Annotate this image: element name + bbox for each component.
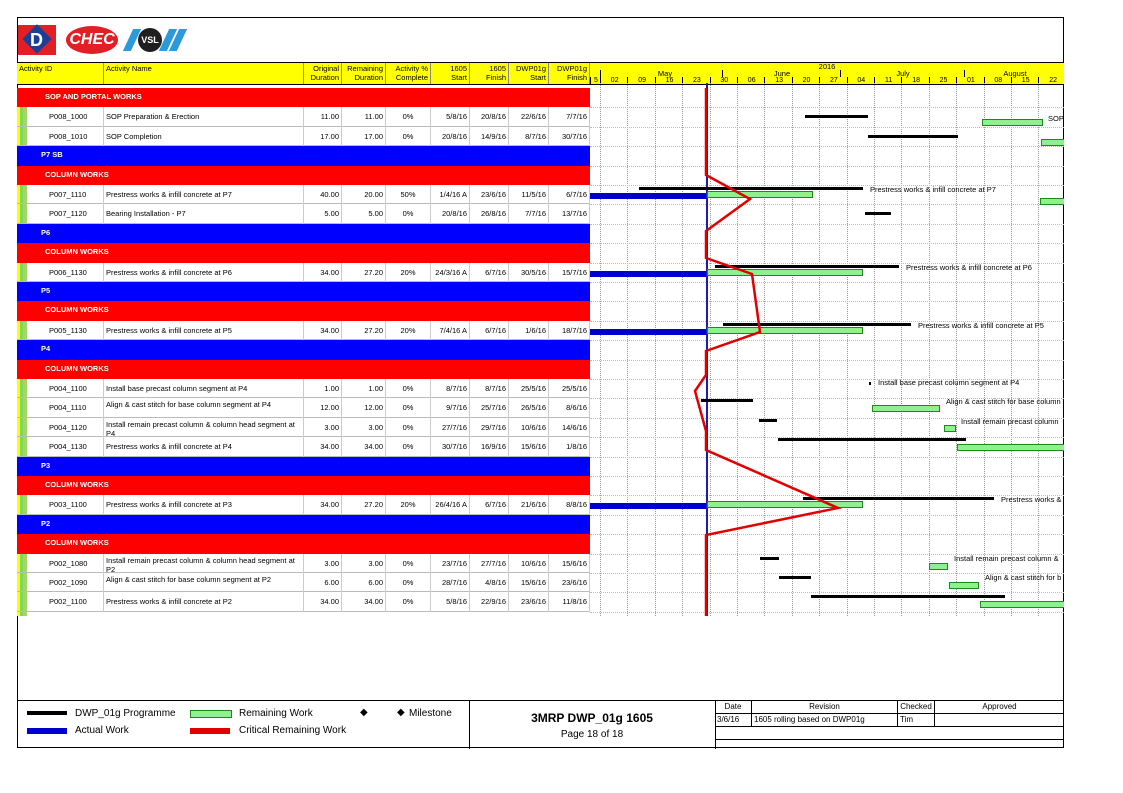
activity-id-cell: P008_1000	[17, 107, 104, 126]
pct-complete-cell: 20%	[386, 495, 431, 514]
dwp-start-cell: 25/5/16	[509, 379, 549, 398]
activity-name-cell: Prestress works & infill concrete at P3	[104, 495, 304, 514]
dwp-finish-cell: 18/7/16	[549, 321, 590, 340]
gantt-bar-label: Prestress works & infill concrete at P5	[918, 320, 1044, 330]
pct-complete-cell: 0%	[386, 437, 431, 456]
rev-header-date: Date	[715, 701, 752, 714]
activity-name-cell: Prestress works & infill concrete at P4	[104, 437, 304, 456]
wbs-band-blue[interactable]	[17, 224, 590, 243]
rem-duration-cell: 3.00	[342, 418, 386, 437]
title-block	[469, 700, 716, 749]
start-1605-cell: 26/4/16 A	[431, 495, 470, 514]
timeline-week: 09	[627, 77, 655, 84]
dwp-start-cell: 10/6/16	[509, 418, 549, 437]
dwp-start-cell: 10/6/16	[509, 554, 549, 573]
legend-actual-swatch	[27, 728, 67, 734]
orig-duration-cell: 5.00	[304, 204, 342, 223]
activity-name-cell: Install remain precast column & column head segment at P2	[104, 554, 304, 573]
finish-1605-cell: 29/7/16	[470, 418, 509, 437]
gantt-bar-label: Prestress works & infill concrete at P7	[870, 185, 996, 194]
timeline-week: 25	[929, 77, 957, 84]
timeline-month: May	[600, 70, 729, 77]
timeline-header	[590, 62, 1064, 85]
wbs-band-red[interactable]	[17, 476, 590, 495]
wbs-band-label: P5	[41, 286, 51, 295]
col-activity-name[interactable]: Activity Name	[104, 63, 304, 84]
finish-1605-cell: 25/7/16	[470, 398, 509, 417]
finish-1605-cell: 22/9/16	[470, 592, 509, 611]
legend-milestone-icon: ◆	[360, 707, 368, 718]
vsl-logo: VSL	[128, 28, 182, 52]
dwp-start-cell: 7/7/16	[509, 204, 549, 223]
rem-duration-cell: 6.00	[342, 573, 386, 592]
activity-name-cell: Prestress works & infill concrete at P6	[104, 263, 304, 282]
start-1605-cell: 7/4/16 A	[431, 321, 470, 340]
rev-date: 3/6/16	[715, 714, 752, 727]
d-logo: D	[18, 25, 56, 55]
start-1605-cell: 28/7/16	[431, 573, 470, 592]
col-pct-complete[interactable]: Activity % Complete	[386, 63, 431, 84]
start-1605-cell: 5/8/16	[431, 107, 470, 126]
dwp-finish-cell: 30/7/16	[549, 127, 590, 146]
dwp-start-cell: 26/5/16	[509, 398, 549, 417]
activity-row[interactable]	[17, 437, 590, 456]
timeline-week: 16	[655, 77, 683, 84]
activity-row[interactable]	[17, 495, 590, 514]
dwp-finish-cell: 7/7/16	[549, 107, 590, 126]
wbs-band-blue[interactable]	[17, 457, 590, 476]
orig-duration-cell: 34.00	[304, 321, 342, 340]
timeline-month: August	[964, 70, 1064, 77]
pct-complete-cell: 0%	[386, 398, 431, 417]
activity-name-cell: SOP Preparation & Erection	[104, 107, 304, 126]
rem-duration-cell: 3.00	[342, 554, 386, 573]
activity-id-cell: P004_1110	[17, 398, 104, 417]
pct-complete-cell: 0%	[386, 418, 431, 437]
activity-id-cell: P005_1130	[17, 321, 104, 340]
wbs-band-red[interactable]	[17, 88, 590, 107]
activity-row[interactable]	[17, 418, 590, 437]
wbs-band-label: P6	[41, 227, 51, 237]
orig-duration-cell: 3.00	[304, 554, 342, 573]
dwp-start-cell: 30/5/16	[509, 263, 549, 282]
activity-name-cell: Prestress works & infill concrete at P5	[104, 321, 304, 340]
timeline-month: July	[840, 70, 965, 77]
rem-duration-cell: 27.20	[342, 321, 386, 340]
rem-duration-cell: 27.20	[342, 263, 386, 282]
gantt-bar-label: Prestress works &	[1001, 495, 1062, 505]
timeline-week: 15	[1011, 77, 1039, 84]
rem-duration-cell: 5.00	[342, 204, 386, 223]
timeline-week: 01	[956, 77, 984, 84]
revision-block	[715, 700, 1064, 749]
gantt-bar-label: Install base precast column segment at P4	[878, 378, 1020, 387]
wbs-band-red[interactable]	[17, 166, 590, 185]
activity-row[interactable]	[17, 379, 590, 398]
rem-duration-cell: 27.20	[342, 495, 386, 514]
start-1605-cell: 24/3/16 A	[431, 263, 470, 282]
dwp-start-cell: 23/6/16	[509, 592, 549, 611]
legend-dwp-label: DWP_01g Programme	[75, 708, 176, 719]
legend-dwp-swatch	[27, 711, 67, 715]
dwp-finish-cell: 1/8/16	[549, 437, 590, 456]
pct-complete-cell: 0%	[386, 204, 431, 223]
orig-duration-cell: 34.00	[304, 592, 342, 611]
col-dwp-start[interactable]: DWP01g Start	[509, 63, 549, 84]
wbs-band-label: COLUMN WORKS	[45, 305, 109, 315]
wbs-band-label: COLUMN WORKS	[45, 247, 109, 257]
dwp-start-cell: 1/6/16	[509, 321, 549, 340]
activity-id-cell: P004_1100	[17, 379, 104, 398]
finish-1605-cell: 23/6/16	[470, 185, 509, 204]
finish-1605-cell: 4/8/16	[470, 573, 509, 592]
orig-duration-cell: 34.00	[304, 437, 342, 456]
critical-progress-line	[590, 83, 1064, 616]
dwp-finish-cell: 8/6/16	[549, 398, 590, 417]
rem-duration-cell: 12.00	[342, 398, 386, 417]
legend-critical-label: Critical Remaining Work	[239, 725, 347, 736]
activity-id-cell: P006_1130	[17, 263, 104, 282]
start-1605-cell: 27/7/16	[431, 418, 470, 437]
finish-1605-cell: 8/7/16	[470, 379, 509, 398]
wbs-band-label: COLUMN WORKS	[45, 480, 109, 489]
orig-duration-cell: 1.00	[304, 379, 342, 398]
activity-name-cell: Prestress works & infill concrete at P2	[104, 592, 304, 611]
pct-complete-cell: 0%	[386, 379, 431, 398]
wbs-band-label: P3	[41, 460, 51, 470]
wbs-band-blue[interactable]	[17, 146, 590, 165]
orig-duration-cell: 11.00	[304, 107, 342, 126]
legend-critical-swatch	[190, 728, 230, 734]
activity-row[interactable]	[17, 321, 590, 340]
rem-duration-cell: 34.00	[342, 437, 386, 456]
dwp-finish-cell: 15/7/16	[549, 263, 590, 282]
legend-milestone-label: Milestone	[409, 708, 452, 719]
wbs-band-label: COLUMN WORKS	[45, 169, 109, 179]
finish-1605-cell: 6/7/16	[470, 263, 509, 282]
legend-actual-label: Actual Work	[75, 725, 129, 736]
orig-duration-cell: 6.00	[304, 573, 342, 592]
finish-1605-cell: 27/7/16	[470, 554, 509, 573]
dwp-finish-cell: 25/5/16	[549, 379, 590, 398]
rev-header-revision: Revision	[752, 701, 898, 714]
wbs-band-label: P7 SB	[41, 150, 63, 160]
pct-complete-cell: 0%	[386, 592, 431, 611]
rev-header-checked: Checked	[898, 701, 935, 714]
rem-duration-cell: 1.00	[342, 379, 386, 398]
start-1605-cell: 9/7/16	[431, 398, 470, 417]
rev-blank-row	[715, 727, 1064, 740]
pct-complete-cell: 20%	[386, 263, 431, 282]
rev-header-approved: Approved	[935, 701, 1064, 714]
activity-name-cell: Bearing Installation - P7	[104, 204, 304, 223]
finish-1605-cell: 14/9/16	[470, 127, 509, 146]
col-rem-duration[interactable]: Remaining Duration	[342, 63, 386, 84]
wbs-band-label: COLUMN WORKS	[45, 363, 109, 373]
dwp-finish-cell: 15/6/16	[549, 554, 590, 573]
gantt-bar-label: Install remain precast column	[961, 416, 1059, 426]
orig-duration-cell: 3.00	[304, 418, 342, 437]
activity-row[interactable]	[17, 554, 590, 573]
wbs-band-label: P2	[41, 518, 51, 528]
pct-complete-cell: 0%	[386, 107, 431, 126]
dwp-finish-cell: 8/8/16	[549, 495, 590, 514]
start-1605-cell: 5/8/16	[431, 592, 470, 611]
wbs-band-blue[interactable]	[17, 515, 590, 534]
dwp-finish-cell: 23/6/16	[549, 573, 590, 592]
dwp-finish-cell: 14/6/16	[549, 418, 590, 437]
start-1605-cell: 8/7/16	[431, 379, 470, 398]
timeline-week: 23	[682, 77, 710, 84]
timeline-week: 5	[590, 77, 601, 84]
legend-milestone-diamond-icon: ◆	[397, 707, 405, 718]
timeline-week: 22	[1038, 77, 1064, 84]
activity-id-cell: P004_1130	[17, 437, 104, 456]
activity-name-cell: Install base precast column segment at P4	[104, 379, 304, 398]
activity-id-cell: P007_1110	[17, 185, 104, 204]
rev-description: 1605 rolling based on DWP01g	[752, 714, 898, 727]
gantt-bar-label: Prestress works & infill concrete at P6	[906, 262, 1032, 272]
rev-approved	[935, 714, 1064, 727]
activity-id-cell: P002_1080	[17, 554, 104, 573]
chec-logo: CHEC	[66, 26, 118, 54]
activity-row[interactable]	[17, 107, 590, 126]
dwp-start-cell: 11/5/16	[509, 185, 549, 204]
col-1605-start[interactable]: 1605 Start	[431, 63, 470, 84]
activity-name-cell: Install remain precast column & column head segment at P4	[104, 418, 304, 437]
timeline-week: 13	[764, 77, 792, 84]
activity-id-cell: P004_1120	[17, 418, 104, 437]
dwp-start-cell: 21/6/16	[509, 495, 549, 514]
rem-duration-cell: 34.00	[342, 592, 386, 611]
rem-duration-cell: 20.00	[342, 185, 386, 204]
timeline-week: 20	[792, 77, 820, 84]
dwp-finish-cell: 6/7/16	[549, 185, 590, 204]
col-dwp-finish[interactable]: DWP01g Finish	[549, 63, 590, 84]
start-1605-cell: 30/7/16	[431, 437, 470, 456]
start-1605-cell: 23/7/16	[431, 554, 470, 573]
rem-duration-cell: 11.00	[342, 107, 386, 126]
activity-id-cell: P007_1120	[17, 204, 104, 223]
activity-name-cell: SOP Completion	[104, 127, 304, 146]
rem-duration-cell: 17.00	[342, 127, 386, 146]
logo-bar	[18, 24, 182, 56]
gantt-bar-label: Align & cast stitch for base column	[946, 397, 1061, 407]
activity-row[interactable]	[17, 127, 590, 146]
timeline-week: 04	[847, 77, 875, 84]
activity-row[interactable]	[17, 398, 590, 417]
rev-checked: Tim	[898, 714, 935, 727]
dwp-start-cell: 15/6/16	[509, 437, 549, 456]
activity-id-cell: P002_1090	[17, 573, 104, 592]
activity-name-cell: Prestress works & infill concrete at P7	[104, 185, 304, 204]
activity-row[interactable]	[17, 592, 590, 611]
gantt-bar-label: Align & cast stitch for b	[985, 573, 1062, 582]
wbs-band-blue[interactable]	[17, 340, 590, 359]
schedule-title: 3MRP DWP_01g 1605	[531, 711, 653, 725]
timeline-week: 06	[737, 77, 765, 84]
pct-complete-cell: 0%	[386, 127, 431, 146]
activity-id-cell: P008_1010	[17, 127, 104, 146]
legend-remaining-label: Remaining Work	[239, 708, 313, 719]
finish-1605-cell: 6/7/16	[470, 495, 509, 514]
wbs-band-red[interactable]	[17, 243, 590, 262]
table-header	[17, 62, 590, 85]
wbs-band-label: SOP AND PORTAL WORKS	[45, 92, 142, 101]
dwp-start-cell: 15/6/16	[509, 573, 549, 592]
activity-row[interactable]	[17, 573, 590, 592]
gantt-bar-label: SOP	[1048, 114, 1064, 124]
col-activity-id[interactable]: Activity ID	[17, 63, 104, 84]
col-1605-finish[interactable]: 1605 Finish	[470, 63, 509, 84]
finish-1605-cell: 26/8/16	[470, 204, 509, 223]
activity-name-cell: Align & cast stitch for base column segment at P4	[104, 398, 304, 417]
gantt-bar-label: Install remain precast column &	[954, 553, 1059, 563]
gantt-chart	[590, 83, 1064, 616]
dwp-finish-cell: 11/8/16	[549, 592, 590, 611]
activity-row[interactable]	[17, 204, 590, 223]
orig-duration-cell: 12.00	[304, 398, 342, 417]
dwp-finish-cell: 13/7/16	[549, 204, 590, 223]
orig-duration-cell: 34.00	[304, 263, 342, 282]
orig-duration-cell: 34.00	[304, 495, 342, 514]
dwp-start-cell: 22/6/16	[509, 107, 549, 126]
wbs-band-label: COLUMN WORKS	[45, 538, 109, 548]
wbs-band-red[interactable]	[17, 360, 590, 379]
dwp-start-cell: 8/7/16	[509, 127, 549, 146]
timeline-week: 18	[901, 77, 929, 84]
activity-name-cell: Align & cast stitch for base column segment at P2	[104, 573, 304, 592]
orig-duration-cell: 17.00	[304, 127, 342, 146]
timeline-week: 30	[710, 77, 738, 84]
timeline-week: 08	[984, 77, 1012, 84]
finish-1605-cell: 16/9/16	[470, 437, 509, 456]
pct-complete-cell: 0%	[386, 573, 431, 592]
wbs-band-red[interactable]	[17, 301, 590, 320]
start-1605-cell: 1/4/16 A	[431, 185, 470, 204]
finish-1605-cell: 6/7/16	[470, 321, 509, 340]
col-orig-duration[interactable]: Original Duration	[304, 63, 342, 84]
pct-complete-cell: 20%	[386, 321, 431, 340]
activity-id-cell: P003_1100	[17, 495, 104, 514]
wbs-band-label: P4	[41, 344, 51, 354]
wbs-band-red[interactable]	[17, 534, 590, 553]
finish-1605-cell: 20/8/16	[470, 107, 509, 126]
activity-row[interactable]	[17, 263, 590, 282]
page-number: Page 18 of 18	[560, 729, 624, 740]
activity-row[interactable]	[17, 185, 590, 204]
start-1605-cell: 20/8/16	[431, 127, 470, 146]
legend-remaining-swatch	[190, 710, 232, 718]
timeline-week: 02	[600, 77, 628, 84]
pct-complete-cell: 50%	[386, 185, 431, 204]
activity-id-cell: P002_1100	[17, 592, 104, 611]
orig-duration-cell: 40.00	[304, 185, 342, 204]
timeline-week: 11	[874, 77, 902, 84]
legend	[17, 700, 470, 749]
timeline-week: 27	[819, 77, 847, 84]
start-1605-cell: 20/8/16	[431, 204, 470, 223]
timeline-year: 2016	[818, 62, 836, 71]
wbs-band-blue[interactable]	[17, 282, 590, 301]
timeline-month: June	[722, 70, 841, 77]
pct-complete-cell: 0%	[386, 554, 431, 573]
